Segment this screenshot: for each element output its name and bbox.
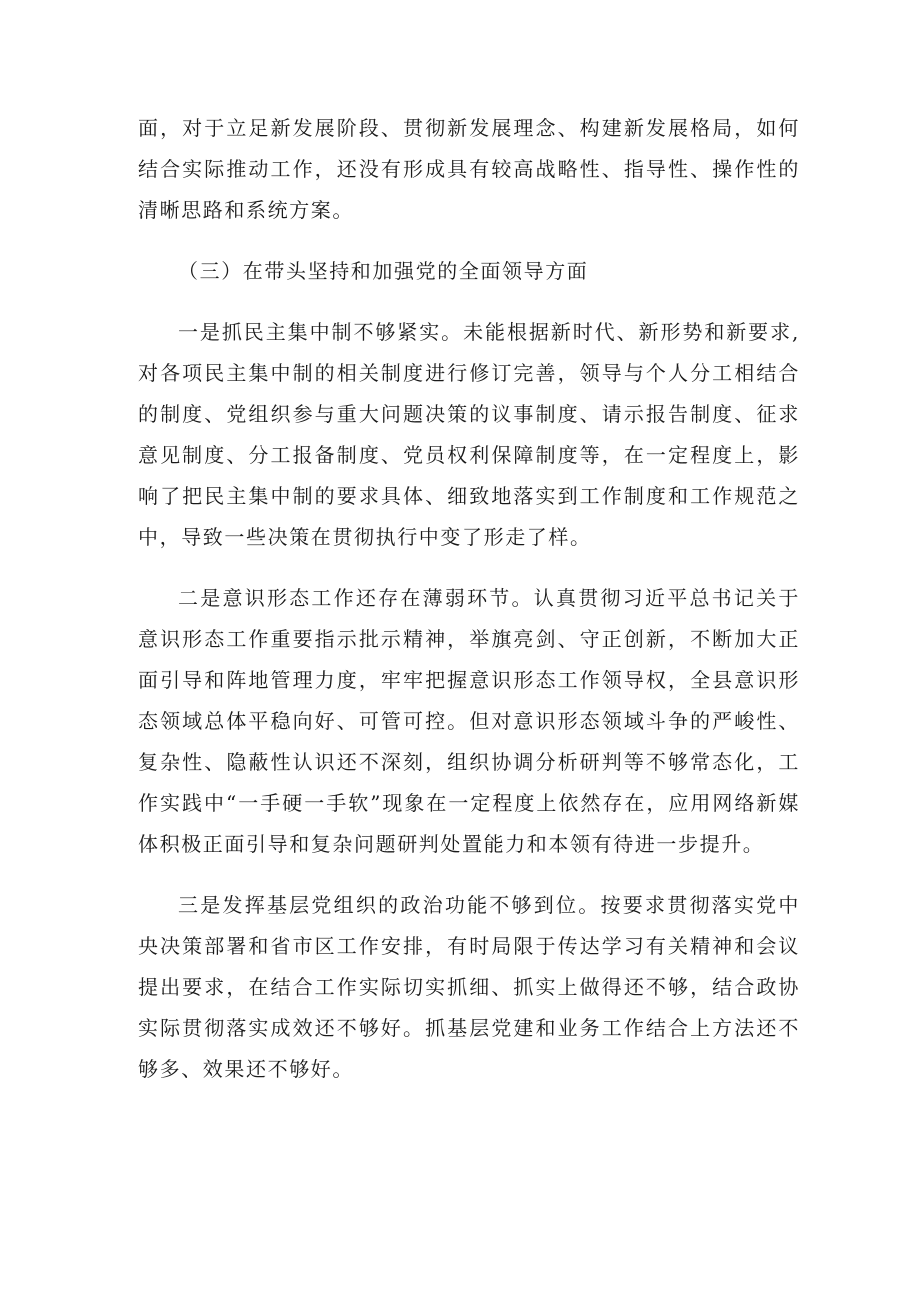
- paragraph-ideology-work: 二是意识形态工作还存在薄弱环节。认真贯彻习近平总书记关于意识形态工作重要指示批示精神，举旗亮剑、守正创新，不断加大正面引导和阵地管理力度，牢牢把握意识形态工作领导权，全县意识形态领域总体平稳向好、可管可控。但对意识形态领域斗争的严峻性、复杂性、隐蔽性认识还不深刻，组织协调分析研判等不够常态化，工作实践中“一手硬一手软”现象在一定程度上依然存在，应用网络新媒体积极正面引导和复杂问题研判处置能力和本领有待进一步提升。: [138, 586, 800, 856]
- section-heading-3: （三）在带头坚持和加强党的全面领导方面: [178, 259, 589, 283]
- paragraph-democratic-centralism: 一是抓民主集中制不够紧实。未能根据新时代、新形势和新要求,对各项民主集中制的相关制度进行修订完善，领导与个人分工相结合的制度、党组织参与重大问题决策的议事制度、请示报告制度、征求意见制度、分工报备制度、党员权利保障制度等，在一定程度上，影响了把民主集中制的要求具体、细致地落实到工作制度和工作规范之中，导致一些决策在贯彻执行中变了形走了样。: [138, 320, 800, 549]
- document-body: [138, 108, 800, 1110]
- paragraph-continuation: 面，对于立足新发展阶段、贯彻新发展理念、构建新发展格局，如何结合实际推动工作，还没有形成具有较高战略性、指导性、操作性的清晰思路和系统方案。: [138, 116, 800, 222]
- paragraph-grassroots-party: 三是发挥基层党组织的政治功能不够到位。按要求贯彻落实党中央决策部署和省市区工作安排，有时局限于传达学习有关精神和会议提出要求，在结合工作实际切实抓细、抓实上做得还不够，结合政协实际贯彻落实成效还不够好。抓基层党建和业务工作结合上方法还不够多、效果还不够好。: [138, 893, 800, 1081]
